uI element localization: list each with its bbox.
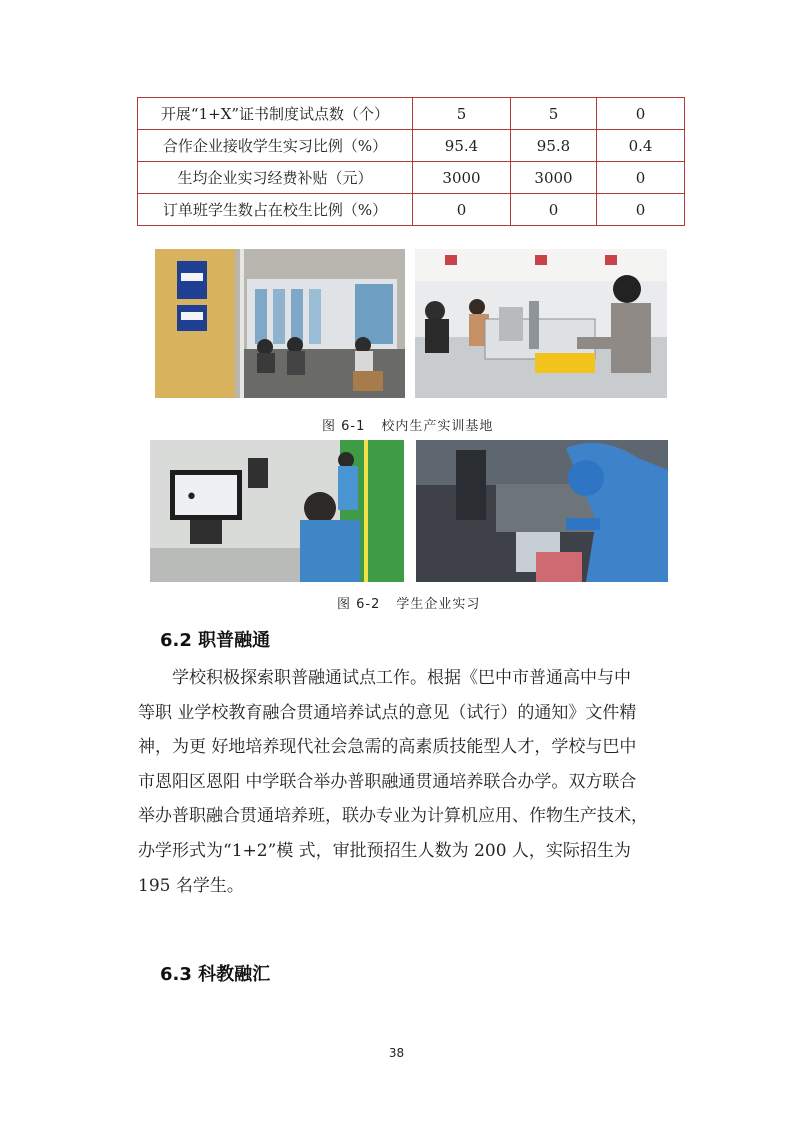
table-cell: 95.4	[413, 130, 511, 162]
table-cell: 3000	[413, 162, 511, 194]
table-cell: 5	[511, 98, 597, 130]
table-cell: 5	[413, 98, 511, 130]
section-heading: 6.2 职普融通	[160, 630, 271, 651]
figure-number: 图 6-2	[337, 597, 381, 612]
paragraph-line: 等职 业学校教育融合贯通培养试点的意见（试行）的通知》文件精	[138, 702, 637, 723]
table-cell: 开展“1+X”证书制度试点数（个）	[138, 98, 413, 130]
table-cell: 3000	[511, 162, 597, 194]
photo-inspection-station	[150, 440, 404, 582]
table-row	[138, 162, 685, 194]
table-cell: 订单班学生数占在校生比例（%）	[138, 194, 413, 226]
paragraph-line: 神，为更 好地培养现代社会急需的高素质技能型人才，学校与巴中	[138, 737, 637, 758]
stats-table	[137, 97, 685, 226]
table-cell: 0	[597, 194, 685, 226]
photo-assembly-line	[415, 249, 667, 398]
section-heading: 6.3 科教融汇	[160, 964, 271, 985]
figure-caption	[322, 415, 493, 434]
table-cell: 合作企业接收学生实习比例（%）	[138, 130, 413, 162]
paragraph-line: 举办普职融合贯通培养班，联办专业为计算机应用、作物生产技术，	[138, 806, 648, 827]
table-row	[138, 130, 685, 162]
paragraph-line: 学校积极探索职普融通试点工作。根据《巴中市普通高中与中	[172, 668, 631, 688]
body-paragraph	[138, 661, 678, 903]
table-cell: 0	[597, 162, 685, 194]
photo-workshop-entrance	[155, 249, 405, 398]
page-number: 38	[388, 1046, 405, 1060]
paragraph-line: 市恩阳区恩阳 中学联合举办普职融通贯通培养联合办学。双方联合	[138, 771, 637, 792]
figure-caption-text: 学生企业实习	[396, 597, 481, 612]
svg-text:•: •	[185, 485, 198, 510]
table-cell: 生均企业实习经费补贴（元）	[138, 162, 413, 194]
paragraph-line: 办学形式为“1+2”模 式，审批预招生人数为 200 人，实际招生为	[138, 840, 631, 861]
table-cell: 0	[511, 194, 597, 226]
table-cell: 0	[597, 98, 685, 130]
table-cell: 0.4	[597, 130, 685, 162]
table-cell: 95.8	[511, 130, 597, 162]
photo-soldering-work	[416, 440, 668, 582]
table-cell: 0	[413, 194, 511, 226]
table-row	[138, 98, 685, 130]
paragraph-line: 195 名学生。	[138, 875, 244, 896]
table-row	[138, 194, 685, 226]
figure-caption	[337, 593, 480, 612]
figure-number: 图 6-1	[322, 419, 366, 434]
figure-caption-text: 校内生产实训基地	[381, 419, 494, 434]
